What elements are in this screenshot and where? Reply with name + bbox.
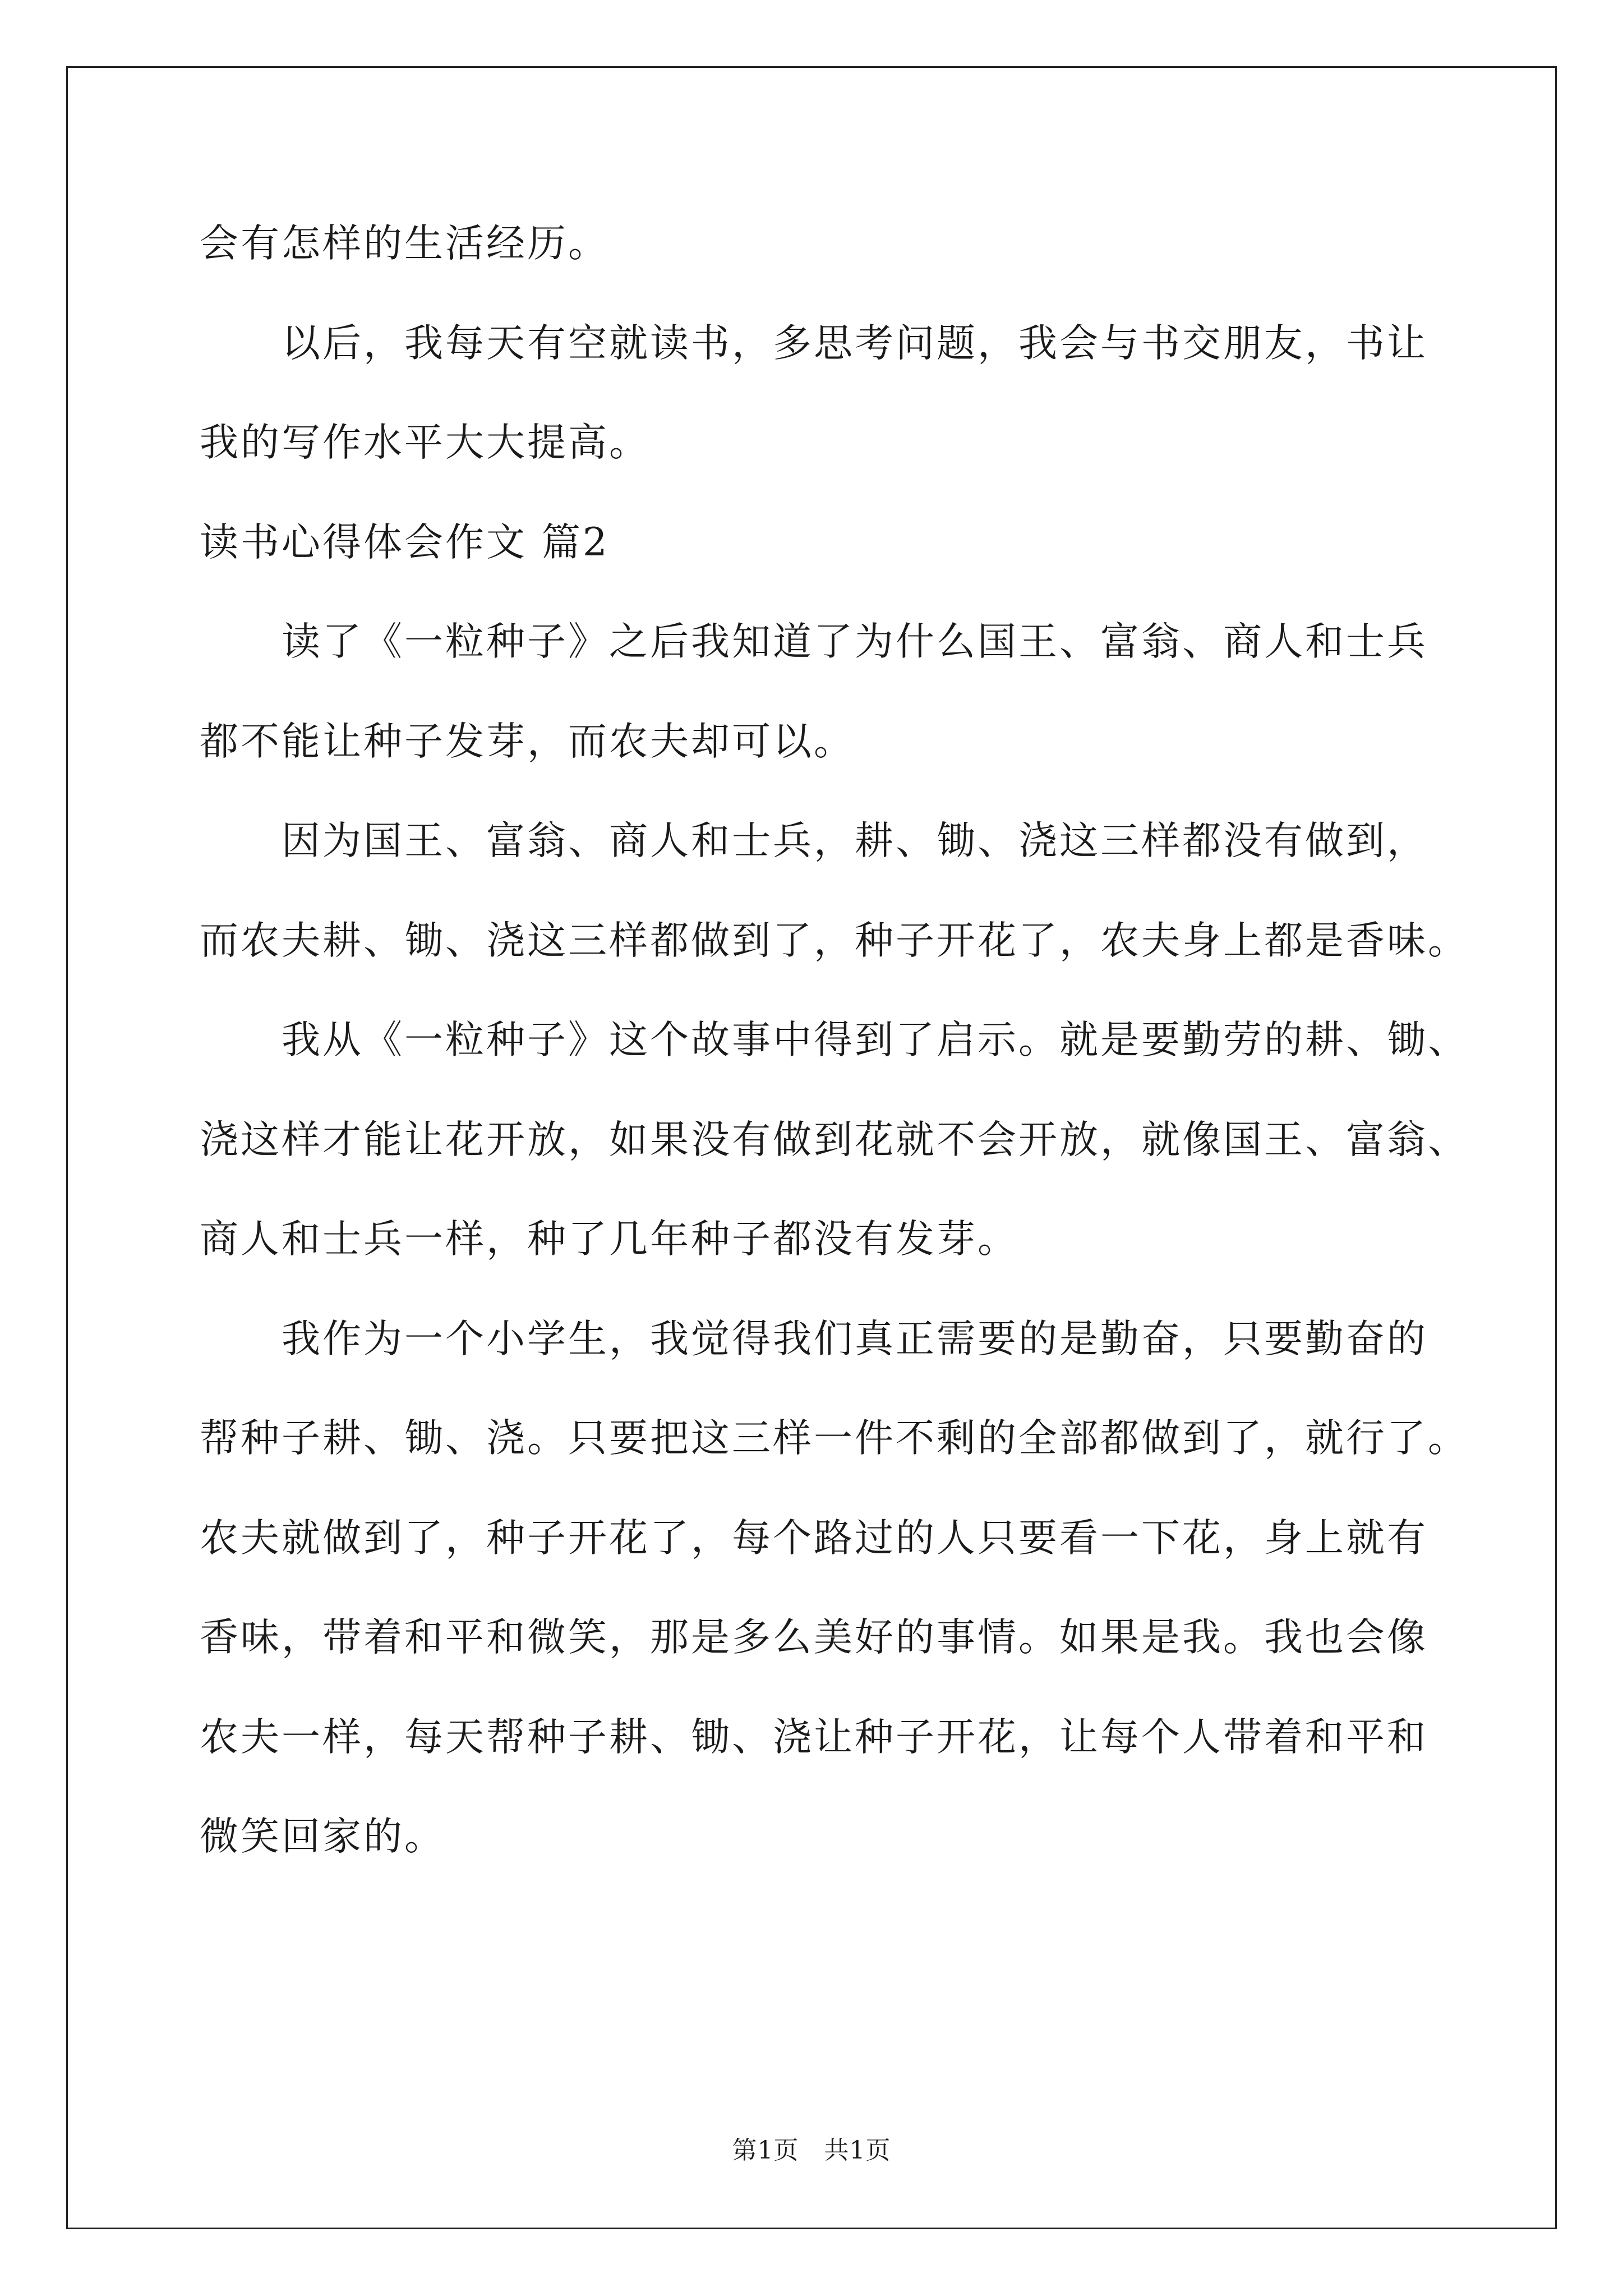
text-line: 而农夫耕、锄、浇这三样都做到了，种子开花了，农夫身上都是香味。: [200, 918, 1469, 963]
text-line: 以后，我每天有空就读书，多思考问题，我会与书交朋友，书让: [282, 320, 1428, 366]
text-line: 农夫一样，每天帮种子耕、锄、浇让种子开花，让每个人带着和平和: [200, 1714, 1428, 1760]
text-line: 我的写作水平大大提高。: [200, 420, 650, 465]
text-line: 商人和士兵一样，种了几年种子都没有发芽。: [200, 1217, 1018, 1262]
text-line: 帮种子耕、锄、浇。只要把这三样一件不剩的全部都做到了，就行了。: [200, 1416, 1469, 1461]
text-line: 都不能让种子发芽，而农夫却可以。: [200, 719, 855, 764]
text-line: 会有怎样的生活经历。: [200, 221, 609, 266]
text-line: 我从《一粒种子》这个故事中得到了启示。就是要勤劳的耕、锄、: [282, 1018, 1469, 1062]
page-number-footer: 第1页 共1页: [732, 2136, 891, 2165]
text-line: 读了《一粒种子》之后我知道了为什么国王、富翁、商人和士兵: [282, 619, 1428, 664]
section-heading: 读书心得体会作文 篇2: [200, 519, 610, 565]
text-line: 香味，带着和平和微笑，那是多么美好的事情。如果是我。我也会像: [200, 1615, 1428, 1660]
text-line: 微笑回家的。: [200, 1814, 445, 1859]
text-line: 浇这样才能让花开放，如果没有做到花就不会开放，就像国王、富翁、: [200, 1117, 1469, 1162]
text-line: 农夫就做到了，种子开花了，每个路过的人只要看一下花，身上就有: [200, 1515, 1428, 1561]
text-line: 因为国王、富翁、商人和士兵，耕、锄、浇这三样都没有做到，: [282, 818, 1428, 863]
text-line: 我作为一个小学生，我觉得我们真正需要的是勤奋，只要勤奋的: [282, 1316, 1428, 1361]
document-body: [200, 194, 1476, 1887]
